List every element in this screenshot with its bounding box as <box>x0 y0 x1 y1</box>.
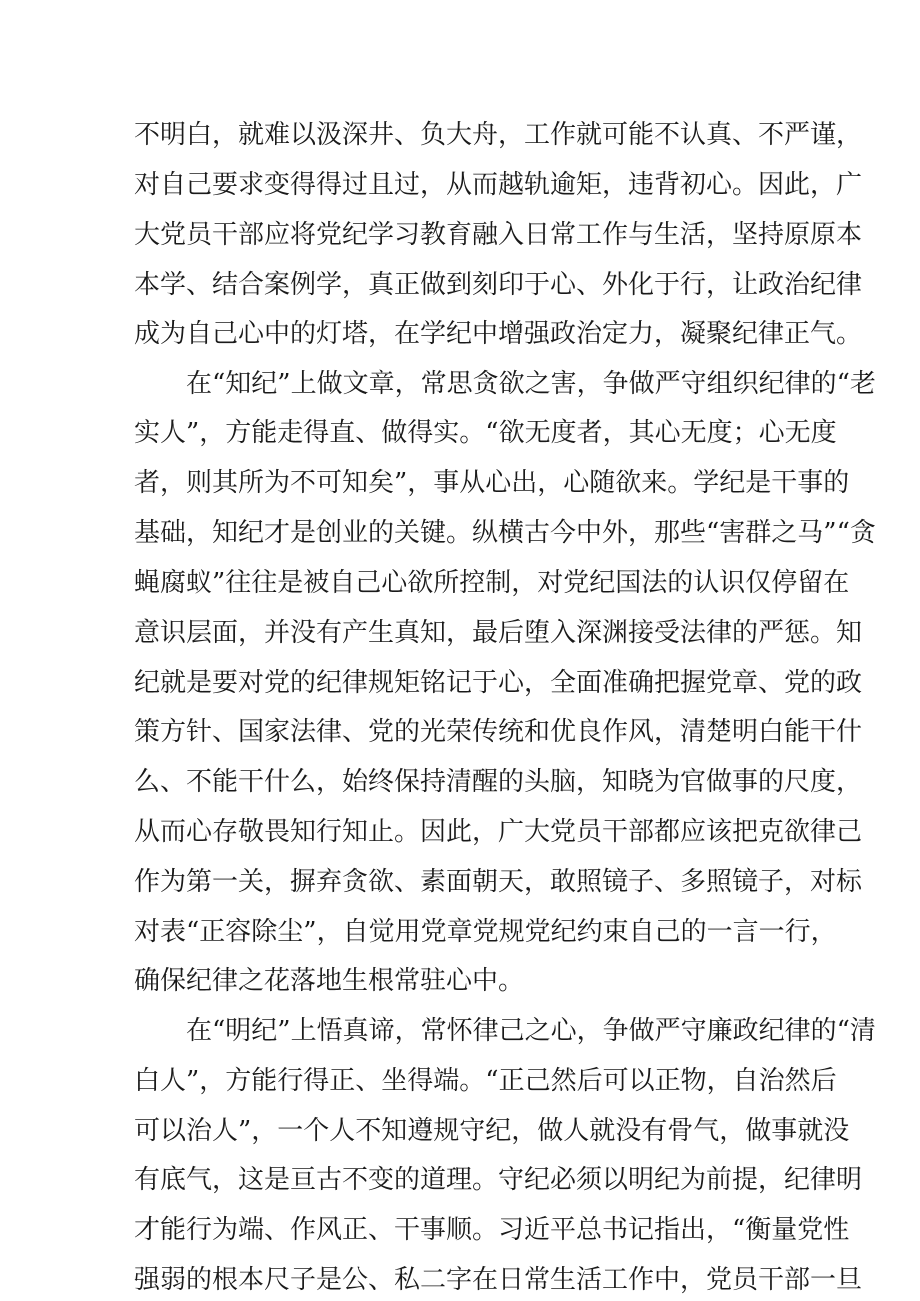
text-line: 本学、结合案例学，真正做到刻印于心、外化于行，让政治纪律 <box>134 270 863 300</box>
text-line: 意识层面，并没有产生真知，最后堕入深渊接受法律的严惩。知 <box>134 618 863 648</box>
text-line: 么、不能干什么，始终保持清醒的头脑，知晓为官做事的尺度， <box>134 767 863 797</box>
text-line: 者，则其所为不可知矣”，事从心出，心随欲来。学纪是干事的 <box>134 468 850 498</box>
text-line: 成为自己心中的灯塔，在学纪中增强政治定力，凝聚纪律正气。 <box>134 319 863 349</box>
text-line: 对自己要求变得得过且过，从而越轨逾矩，违背初心。因此，广 <box>134 170 863 200</box>
text-line: 可以治人”，一个人不知遵规守纪，做人就没有骨气，做事就没 <box>134 1116 850 1146</box>
paragraph-first-line: 在“知纪”上做文章，常思贪欲之害，争做严守组织纪律的“老 <box>186 369 876 399</box>
text-line: 不明白，就难以汲深井、负大舟，工作就可能不认真、不严谨， <box>134 120 863 150</box>
text-line: 强弱的根本尺子是公、私二字在日常生活工作中，党员干部一旦 <box>134 1265 863 1295</box>
text-line: 才能行为端、作风正、干事顺。习近平总书记指出，“衡量党性 <box>134 1215 850 1245</box>
text-line: 大党员干部应将党纪学习教育融入日常工作与生活，坚持原原本 <box>134 220 863 250</box>
text-line: 确保纪律之花落地生根常驻心中。 <box>134 966 525 996</box>
text-line: 白人”，方能行得正、坐得端。“正己然后可以正物，自治然后 <box>134 1066 837 1096</box>
text-line: 对表“正容除尘”，自觉用党章党规党纪约束自己的一言一行， <box>134 917 837 947</box>
text-line: 蝇腐蚁”往往是被自己心欲所控制，对党纪国法的认识仅停留在 <box>134 568 850 598</box>
text-line: 有底气，这是亘古不变的道理。守纪必须以明纪为前提，纪律明 <box>134 1165 863 1195</box>
text-line: 基础，知纪才是创业的关键。纵横古今中外，那些“害群之马”“贪 <box>134 518 876 548</box>
text-line: 实人”，方能走得直、做得实。“欲无度者，其心无度；心无度 <box>134 418 837 448</box>
paragraph-first-line: 在“明纪”上悟真谛，常怀律己之心，争做严守廉政纪律的“清 <box>186 1016 876 1046</box>
text-line: 纪就是要对党的纪律规矩铭记于心，全面准确把握党章、党的政 <box>134 668 863 698</box>
text-line: 从而心存敬畏知行知止。因此，广大党员干部都应该把克欲律己 <box>134 817 863 847</box>
text-line: 作为第一关，摒弃贪欲、素面朝天，敢照镜子、多照镜子，对标 <box>134 867 863 897</box>
text-line: 策方针、国家法律、党的光荣传统和优良作风，清楚明白能干什 <box>134 717 863 747</box>
